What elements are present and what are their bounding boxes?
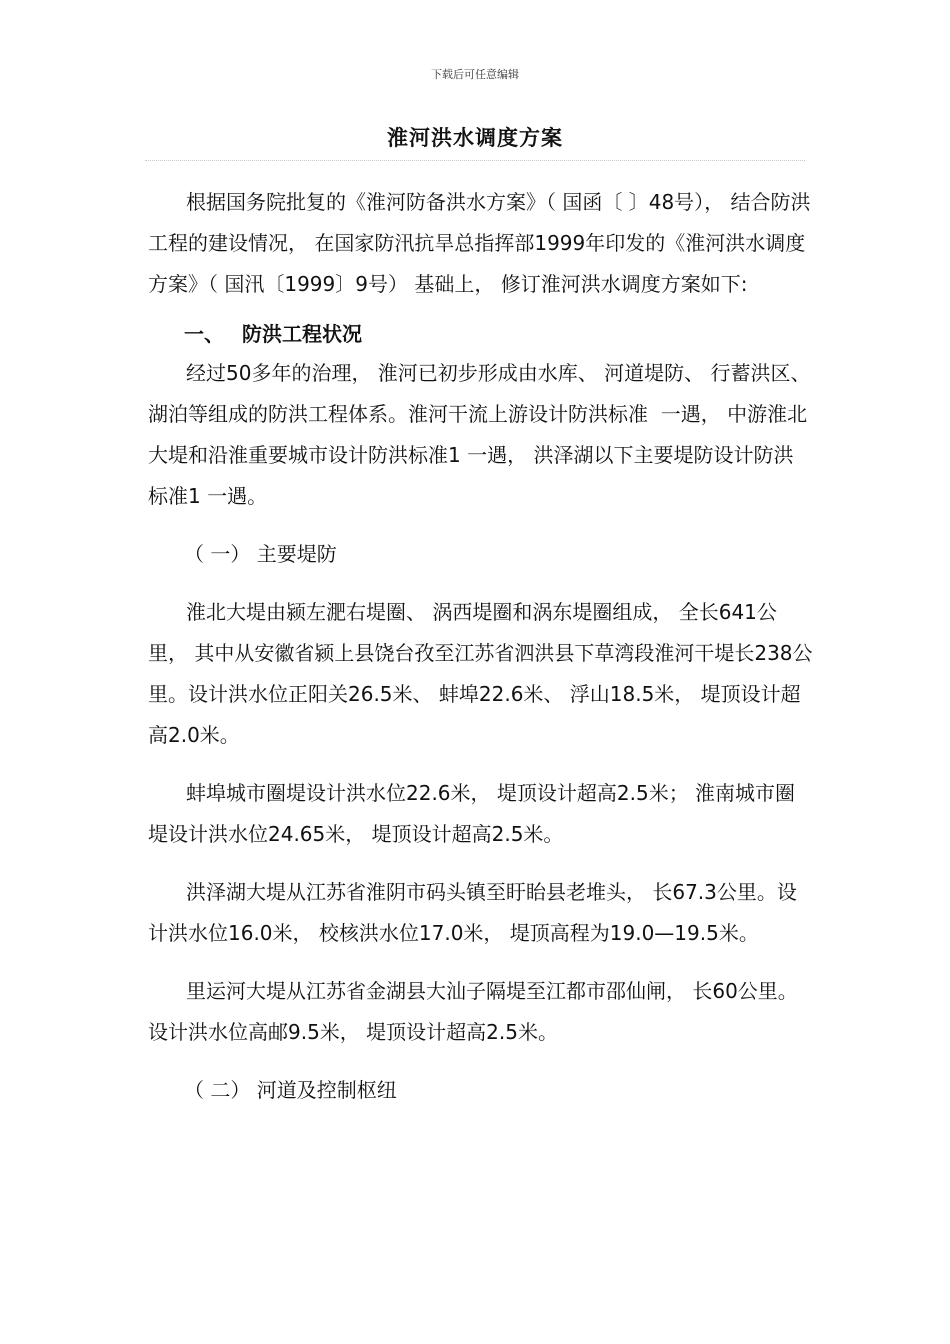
section-title: 防洪工程状况 xyxy=(242,322,362,346)
intro-paragraph: 根据国务院批复的《淮河防备洪水方案》（ 国函〔 〕48号）， 结合防洪工程的建设情况， 在国家防汛抗旱总指挥部1999年印发的《淮河洪水调度方案》（ 国汛〔1999〕9号） 基础上， 修订淮河洪水调度方案如下: xyxy=(148,190,811,296)
page-header-note: 下载后可任意编辑 xyxy=(431,68,519,81)
body-paragraph: 里运河大堤从江苏省金湖县大汕子隔堤至江都市邵仙闸， 长60公里。设计洪水位高邮9.5米， 堤顶设计超高2.5米。 xyxy=(148,979,798,1044)
section-paragraph: 经过50多年的治理， 淮河已初步形成由水库、 河道堤防、 行蓄洪区、 湖泊等组成的防洪工程体系。淮河干流上游设计防洪标准 一遇， 中游淮北大堤和沿淮重要城市设计防洪标准1 一遇， 洪泽湖以下主要堤防设计防洪标准1 一遇。 xyxy=(148,361,817,508)
body-paragraph: 蚌埠城市圈堤设计洪水位22.6米， 堤顶设计超高2.5米； 淮南城市圈堤设计洪水位24.65米， 堤顶设计超高2.5米。 xyxy=(148,781,796,846)
document-title: 淮河洪水调度方案 xyxy=(387,126,563,150)
section-heading xyxy=(148,315,813,353)
body-paragraph: 淮北大堤由颍左淝右堤圈、 涡西堤圈和涡东堤圈组成， 全长641公里， 其中从安徽省颍上县饶台孜至江苏省泗洪县下草湾段淮河干堤长238公里。设计洪水位正阳关26.5米、 蚌埠22.6米、 浮山18.5米， 堤顶设计超高2.0米。 xyxy=(148,600,813,747)
subsection-heading-rivers: （ 二） 河道及控制枢纽 xyxy=(184,1078,397,1102)
section-number: 一、 xyxy=(184,322,224,346)
body-paragraph: 洪泽湖大堤从江苏省淮阴市码头镇至盱眙县老堆头， 长67.3公里。设计洪水位16.0米， 校核洪水位17.0米， 堤顶高程为19.0—19.5米。 xyxy=(148,880,797,945)
title-divider xyxy=(145,160,805,161)
subsection-heading-embankments: （ 一） 主要堤防 xyxy=(184,542,337,566)
document-body xyxy=(148,182,817,1111)
